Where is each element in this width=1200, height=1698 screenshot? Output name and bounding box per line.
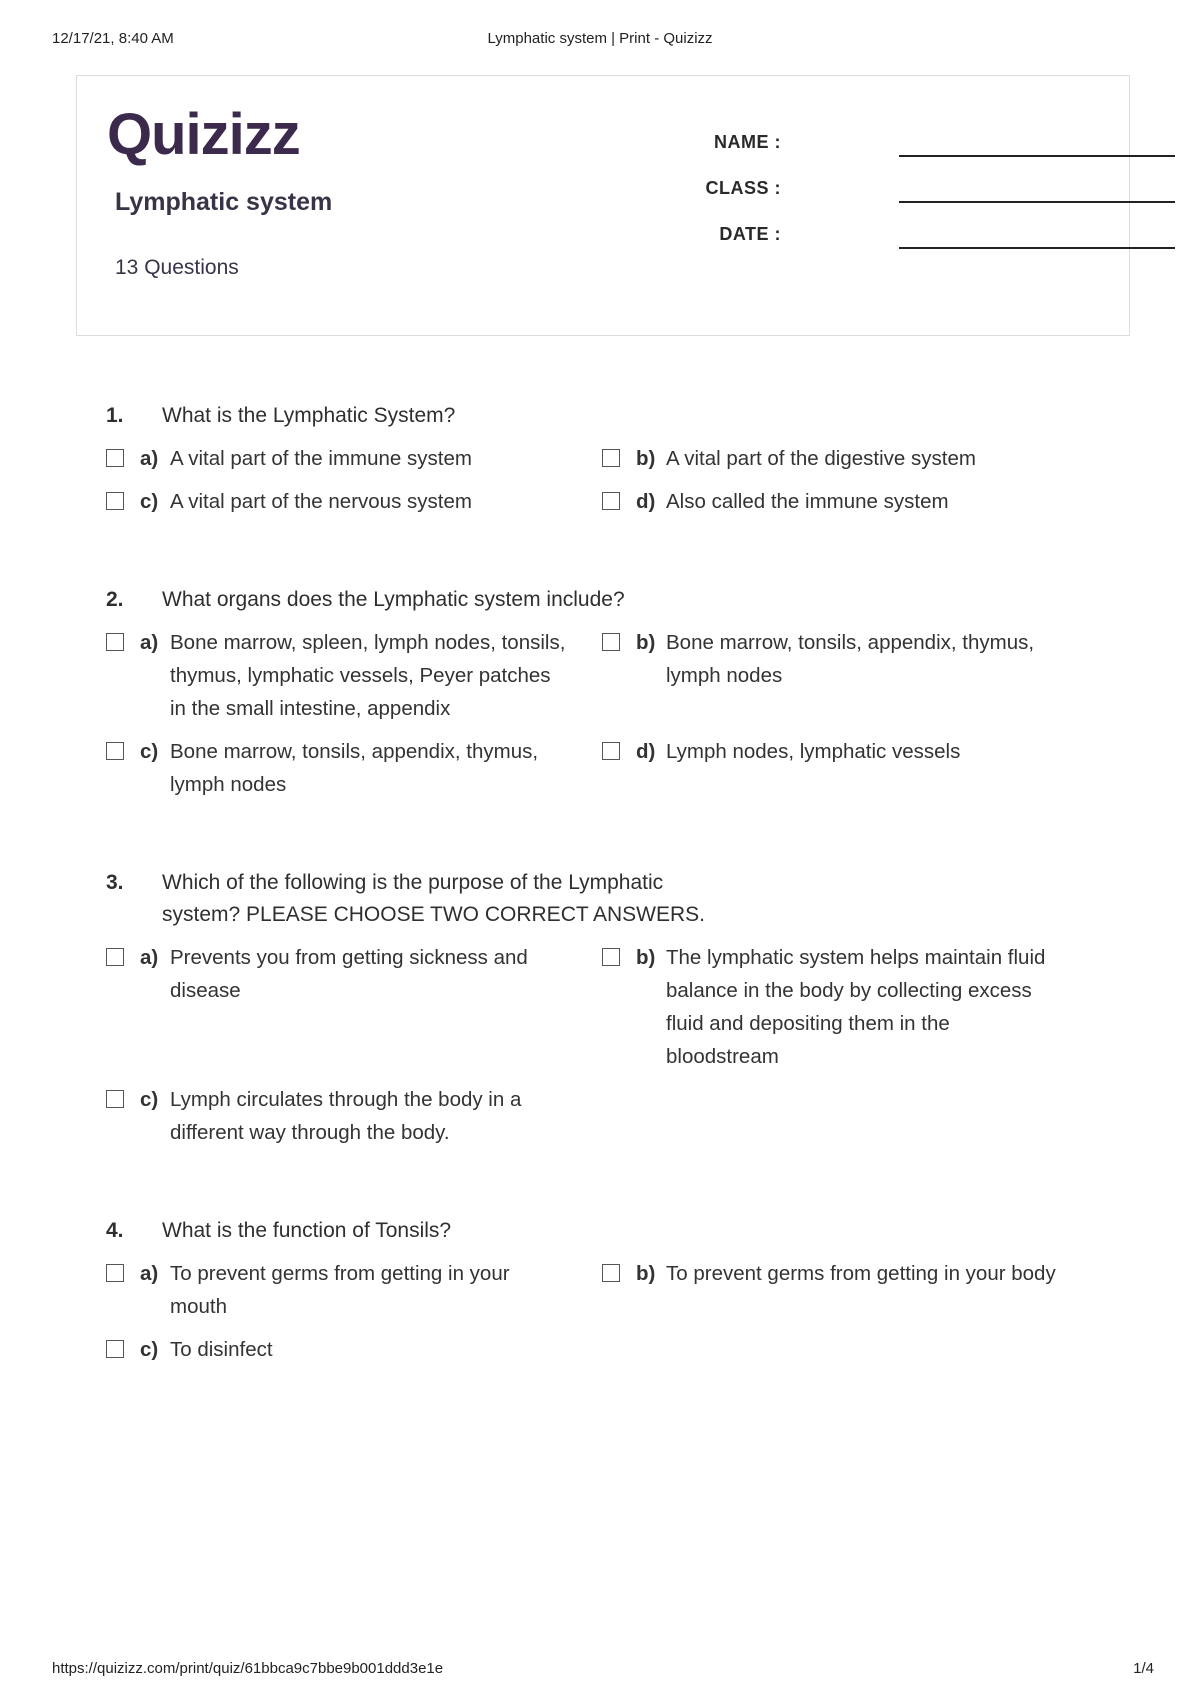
option-a[interactable] (106, 941, 602, 1073)
option-text: A vital part of the digestive system (666, 447, 976, 470)
option-letter: a) (140, 447, 159, 470)
option-letter: c) (140, 1338, 159, 1361)
checkbox[interactable] (602, 948, 620, 966)
name-label: NAME : (714, 132, 781, 152)
option-b[interactable] (602, 442, 1098, 475)
print-page-title: Lymphatic system | Print - Quizizz (487, 30, 713, 47)
option-list (106, 626, 1106, 811)
option-text: To disinfect (170, 1338, 273, 1361)
question-number: 1. (106, 404, 124, 427)
name-field[interactable] (677, 126, 1077, 166)
option-text: Bone marrow, spleen, lymph nodes, tonsils, thymus, lymphatic vessels, Peyer patches in the small intestine, appendix (170, 631, 566, 720)
option-d[interactable] (602, 735, 1098, 801)
option-letter: a) (140, 1262, 159, 1285)
question-text: What organs does the Lymphatic system include? (162, 588, 625, 611)
class-field[interactable] (677, 172, 1077, 212)
option-letter: b) (636, 946, 656, 969)
name-line[interactable] (899, 155, 1175, 157)
quizizz-logo (107, 102, 327, 172)
option-c[interactable] (106, 1333, 602, 1366)
option-text: Also called the immune system (666, 490, 949, 513)
print-url[interactable]: https://quizizz.com/print/quiz/61bbca9c7bbe9b001ddd3e1e (52, 1660, 444, 1677)
checkbox[interactable] (106, 449, 124, 467)
option-text: Lymph circulates through the body in a different way through the body. (170, 1088, 522, 1144)
checkbox[interactable] (106, 1264, 124, 1282)
question-4 (106, 1215, 1106, 1376)
checkbox[interactable] (106, 948, 124, 966)
checkbox[interactable] (106, 742, 124, 760)
class-label: CLASS : (705, 178, 781, 198)
option-c[interactable] (106, 1083, 602, 1149)
option-letter: d) (636, 490, 656, 513)
page-number: 1/4 (1133, 1660, 1154, 1677)
option-letter: c) (140, 1088, 159, 1111)
option-a[interactable] (106, 626, 602, 725)
question-number: 3. (106, 871, 124, 894)
option-letter: a) (140, 946, 159, 969)
option-c[interactable] (106, 485, 602, 518)
svg-text:Quizizz: Quizizz (107, 102, 300, 167)
quiz-header-card (76, 75, 1130, 336)
option-letter: b) (636, 631, 656, 654)
option-letter: b) (636, 447, 656, 470)
option-letter: c) (140, 740, 159, 763)
option-text: To prevent germs from getting in your mouth (170, 1262, 510, 1318)
option-b[interactable] (602, 626, 1098, 725)
option-text: A vital part of the immune system (170, 447, 472, 470)
checkbox[interactable] (602, 633, 620, 651)
question-3 (106, 867, 1106, 1159)
print-header (0, 0, 1200, 47)
option-a[interactable] (106, 1257, 602, 1323)
question-number: 2. (106, 588, 124, 611)
checkbox[interactable] (602, 1264, 620, 1282)
question-text: What is the Lymphatic System? (162, 404, 456, 427)
question-count: 13 Questions (115, 256, 239, 279)
option-letter: d) (636, 740, 656, 763)
option-d[interactable] (602, 485, 1098, 518)
question-text: What is the function of Tonsils? (162, 1219, 452, 1242)
option-c[interactable] (106, 735, 602, 801)
question-number: 4. (106, 1219, 124, 1242)
class-line[interactable] (899, 201, 1175, 203)
option-b[interactable] (602, 941, 1098, 1073)
option-a[interactable] (106, 442, 602, 475)
question-list (106, 400, 1106, 1432)
checkbox[interactable] (602, 492, 620, 510)
option-list (106, 1257, 1106, 1376)
option-letter: a) (140, 631, 159, 654)
option-list (106, 442, 1106, 528)
checkbox[interactable] (106, 492, 124, 510)
quiz-title: Lymphatic system (115, 188, 333, 216)
question-1 (106, 400, 1106, 528)
question-2 (106, 584, 1106, 811)
option-text: Bone marrow, tonsils, appendix, thymus, lymph nodes (170, 740, 539, 796)
option-text: Lymph nodes, lymphatic vessels (666, 740, 961, 763)
option-b[interactable] (602, 1257, 1098, 1323)
checkbox[interactable] (602, 449, 620, 467)
option-list (106, 941, 1106, 1159)
option-text: A vital part of the nervous system (170, 490, 472, 513)
option-letter: b) (636, 1262, 656, 1285)
checkbox[interactable] (602, 742, 620, 760)
checkbox[interactable] (106, 1340, 124, 1358)
checkbox[interactable] (106, 633, 124, 651)
option-text: To prevent germs from getting in your body (666, 1262, 1056, 1285)
option-text: The lymphatic system helps maintain fluid balance in the body by collecting excess fluid and depositing them in the bloodstream (666, 946, 1046, 1068)
option-text: Prevents you from getting sickness and disease (170, 946, 528, 1002)
date-label: DATE : (719, 224, 781, 244)
print-datetime: 12/17/21, 8:40 AM (52, 30, 174, 47)
checkbox[interactable] (106, 1090, 124, 1108)
option-text: Bone marrow, tonsils, appendix, thymus, lymph nodes (666, 631, 1035, 687)
date-line[interactable] (899, 247, 1175, 249)
option-letter: c) (140, 490, 159, 513)
date-field[interactable] (677, 218, 1077, 258)
question-text: Which of the following is the purpose of the Lymphatic system? PLEASE CHOOSE TWO CORRECT ANSWERS. (162, 871, 705, 926)
